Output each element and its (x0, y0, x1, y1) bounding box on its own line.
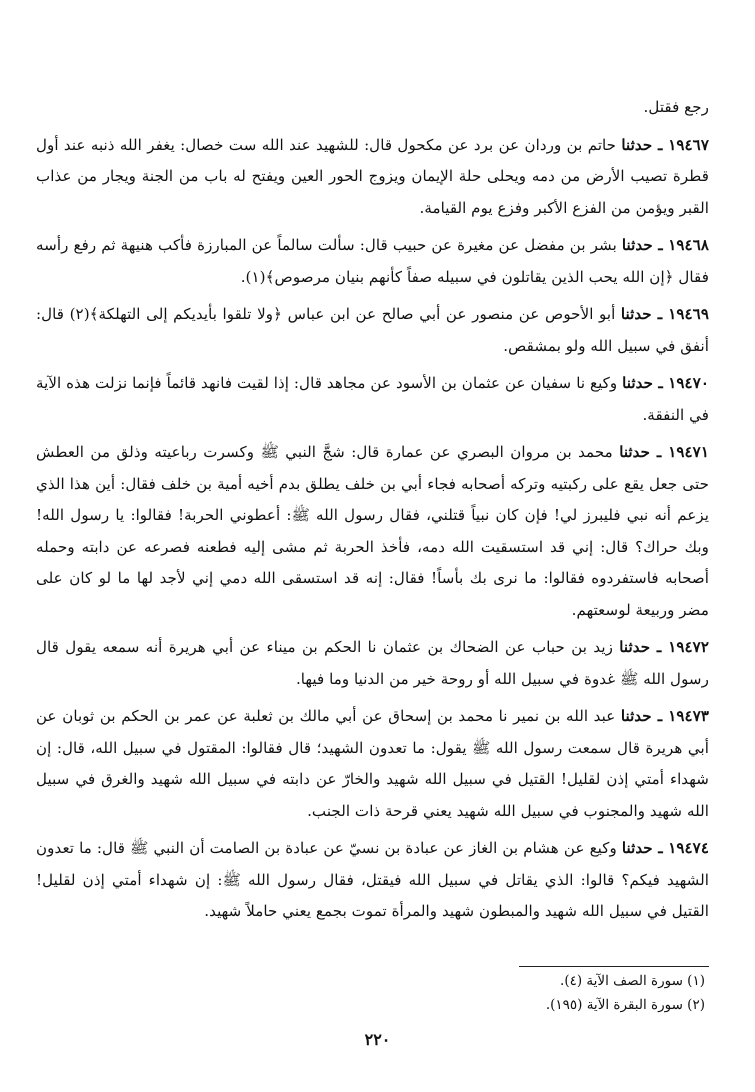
hadith-number: ١٩٤٧١ ـ حدثنا (619, 443, 709, 461)
hadith-number: ١٩٤٧٣ ـ حدثنا (620, 707, 710, 725)
footnote-1: (١) سورة الصف الآية (٤). (560, 973, 705, 989)
hadith-text: أبو الأحوص عن منصور عن أبي صالح عن ابن عباس ﴿ولا تلقوا بأيديكم إلى التهلكة﴾(٢) قال: أنفق في سبيل الله ولو بمشقص. (36, 305, 709, 355)
paragraph (36, 92, 709, 124)
hadith-number: ١٩٤٦٨ ـ حدثنا (621, 236, 710, 254)
hadith-text: وكيع عن هشام بن الغاز عن عبادة بن نسيّ عن عبادة بن الصامت أن النبي ﷺ قال: ما تعدون الشهيد فيكم؟ قالوا: الذي يقاتل في سبيل الله فيقتل، فقال رسول الله ﷺ: إن شهداء أمتي إذن لقليل! القتيل في سبيل الله شهيد والمبطون شهيد والمرأة تموت بجمع يعني حاملاً شهيد. (36, 839, 709, 920)
hadith-text: عبد الله بن نمير نا محمد بن إسحاق عن أبي مالك بن ثعلبة عن عمر بن الحكم بن ثوبان عن أبي هريرة قال سمعت رسول الله ﷺ يقول: ما تعدون الشهيد؛ قال فقالوا: المقتول في سبيل الله، قال: إن شهداء أمتي إذن لقليل! القتيل في سبيل الله شهيد والخارّ عن دابته في سبيل الله شهيد والغرق في سبيل الله شهيد والمجنوب في سبيل الله شهيد يعني قرحة ذات الجنب. (36, 707, 709, 820)
footnote-divider (519, 966, 709, 967)
hadith-number: ١٩٤٧٠ ـ حدثنا (622, 374, 710, 392)
hadith-19471 (36, 437, 709, 626)
hadith-text: بشر بن مفضل عن مغيرة عن حبيب قال: سألت سالماً عن المبارزة فأكب هنيهة ثم رفع رأسه فقال ﴿إن الله يحب الذين يقاتلون في سبيله صفاً كأنهم بنيان مرصوص﴾(١). (36, 236, 709, 286)
hadith-19469 (36, 299, 709, 362)
hadith-number: ١٩٤٦٧ ـ حدثنا (621, 135, 709, 154)
hadith-19470 (36, 368, 709, 431)
page-number: ٢٢٠ (364, 1030, 391, 1049)
hadith-19468 (36, 230, 709, 293)
hadith-text: حاتم بن وردان عن برد عن مكحول قال: للشهيد عند الله ست خصال: يغفر الله ذنبه عند أول قطرة تصيب الأرض من دمه ويحلى حلة الإيمان ويزوج الحور العين ويفتح له باب من الجنة ويجار من عذاب القبر ويؤمن من الفزع الأكبر وفزع يوم القيامة. (36, 135, 709, 217)
hadith-number: ١٩٤٦٩ ـ حدثنا (620, 305, 709, 323)
hadith-text: محمد بن مروان البصري عن عمارة قال: شجَّ النبي ﷺ وكسرت رباعيته وذلق من العطش حتى جعل يقع على ركبتيه وتركه أصحابه فجاء أبي بن خلف يطلق بدم أخيه أمية بن خلف فقال: أين هذا الذي يزعم أنه نبي فليبرز لي! فإن كان نبياً قتلني، فقال رسول الله ﷺ: أعطوني الحربة! فقالوا: يا رسول الله! وبك حراك؟ قال: إني قد استسقيت الله دمه، فأخذ الحربة ثم مشى إليه فطعنه فصرعه عن دابته وحمله أصحابه فاستفردوه فقالوا: ما نرى بك بأساً! فقال: إنه قد استسقى الله دمي إني لأجد لها ما لو كان على مضر وربيعة لوسعتهم. (36, 443, 709, 619)
hadith-text: زيد بن حباب عن الضحاك بن عثمان نا الحكم بن ميناء عن أبي هريرة أنه سمعه يقول قال رسول الله ﷺ غدوة في سبيل الله أو روحة خير من الدنيا وما فيها. (36, 638, 709, 688)
hadith-number: ١٩٤٧٤ ـ حدثنا (621, 839, 709, 857)
hadith-number: ١٩٤٧٢ ـ حدثنا (619, 638, 709, 656)
hadith-19467 (36, 130, 709, 225)
hadith-text: وكيع نا سفيان عن عثمان بن الأسود عن مجاهد قال: إذا لقيت فانهد قائماً فإنما نزلت هذه الآية في النفقة. (36, 374, 709, 424)
hadith-19474 (36, 833, 709, 928)
main-text (36, 92, 709, 928)
paragraph-text: رجع فقتل. (643, 98, 709, 116)
footnote-2: (٢) سورة البقرة الآية (١٩٥). (545, 997, 705, 1013)
hadith-19473 (36, 701, 709, 827)
hadith-19472 (36, 632, 709, 695)
